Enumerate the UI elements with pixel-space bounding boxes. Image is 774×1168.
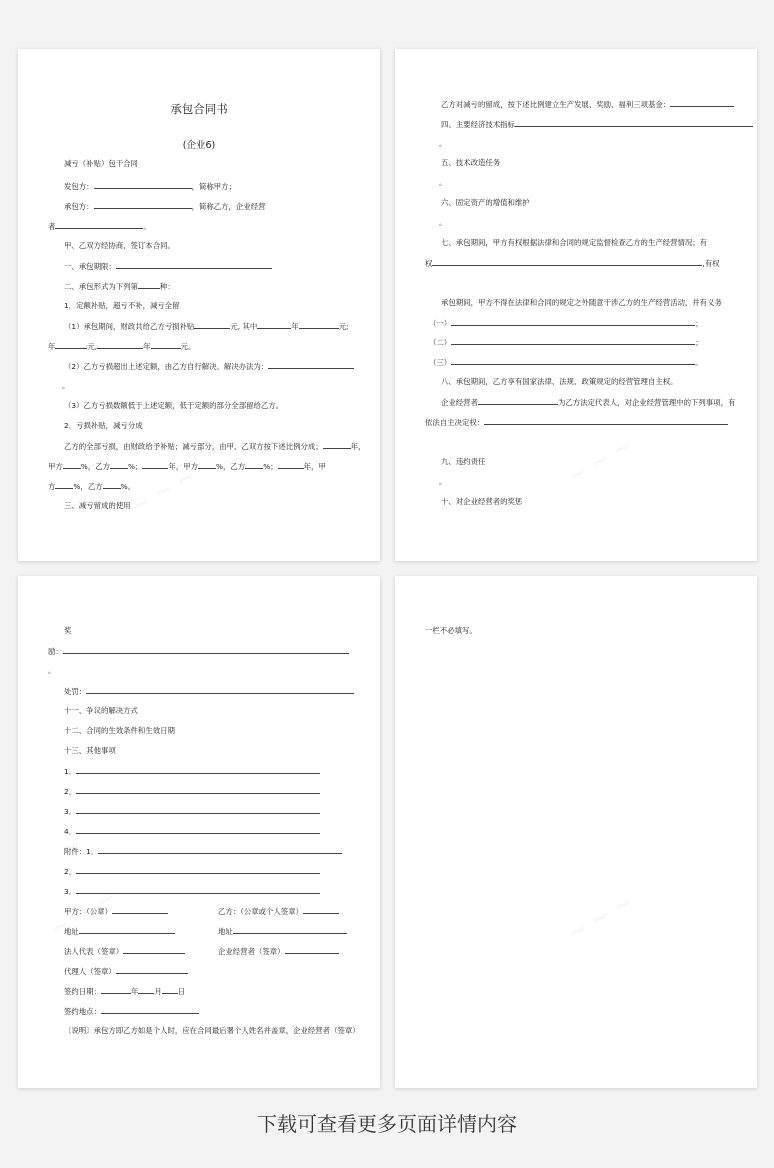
text-line: （一） ；	[429, 319, 703, 328]
text-line: （1）承包期间，财政共给乙方亏损补贴 元, 其中 年 元;	[64, 322, 349, 331]
text-line: 承包方： ，简称乙方，企业经营	[64, 202, 266, 211]
text-line: 六、固定资产的增值和维护	[441, 198, 530, 207]
text-line: 〔说明〕承包方即乙方如是个人时，应在合同最后署个人姓名并盖章，企业经营者（签章）	[64, 1026, 360, 1035]
text-line: 乙方的全部亏损，由财政给予补贴；减亏部分，由甲、乙双方按下述比例分成； 年，	[64, 442, 366, 451]
text-line: 七、承包期间，甲方有权根据法律和合同的规定监督检查乙方的生产经营情况；有	[441, 238, 708, 247]
text-line: 处罚：	[64, 686, 354, 697]
text-line: 奖	[64, 626, 72, 635]
text-line: 企业经营者 为乙方法定代表人，对企业经营管理中的下列事项，有	[441, 398, 736, 407]
text-line: 3．	[64, 806, 320, 817]
text-line: 八、承包期间，乙方享有国家法律、法规、政策规定的经营管理自主权。	[441, 377, 678, 386]
text-line: 签约日期： 年 月 日	[64, 987, 186, 996]
document-page-3	[18, 576, 380, 1088]
text-line: 3．	[64, 886, 320, 897]
text-line: 十、对企业经营者的奖惩	[441, 497, 523, 506]
text-line: 权 ,有权	[425, 259, 720, 268]
text-line: 2．	[64, 866, 320, 877]
watermark	[563, 433, 637, 490]
text-line: 甲方 %，乙方 %； 年，甲方 %，乙方 %； 年，甲	[48, 462, 326, 471]
text-line: 地址	[218, 926, 347, 937]
text-line: 依法自主决定权：	[425, 417, 728, 428]
text-line: 二、承包形式为下列第 种：	[64, 282, 175, 291]
text-line: 九、违约责任	[441, 457, 486, 466]
text-line: 。	[439, 139, 447, 148]
text-line: 地址	[64, 926, 175, 937]
text-line: （2）乙方亏损超出上述定额，由乙方自行解决。解决办法为：	[64, 361, 354, 372]
text-line: 甲方：（公章）	[64, 906, 168, 917]
text-line: 甲、乙双方经协商，签订本合同。	[64, 241, 175, 250]
text-line: 发包方： ，简称甲方；	[64, 182, 236, 191]
text-line: 方 %，乙方 %。	[48, 482, 136, 491]
text-line: 。	[439, 178, 447, 187]
text-line: 。	[48, 666, 56, 675]
text-line: 五、技术改造任务	[441, 158, 501, 167]
document-page-1	[18, 49, 380, 561]
text-line: 。	[439, 218, 447, 227]
text-line: 。	[439, 477, 447, 486]
text-line: 四、主要经济技术指标	[441, 119, 753, 130]
text-line: 法人代表（签章）	[64, 946, 185, 957]
text-line: 2．	[64, 786, 320, 797]
text-line: 减亏（补贴）包干合同	[64, 159, 138, 168]
text-line: 乙方：（公章或个人签章）	[218, 906, 339, 917]
text-line: （3）乙方亏损数额低于上述定额，低于定额的部分全部留给乙方。	[64, 401, 284, 410]
text-line: （三） 。	[429, 358, 703, 367]
text-line: 1．定额补贴，超亏不补，减亏全留	[64, 301, 180, 310]
text-line: 一栏不必填写。	[425, 626, 477, 635]
text-line: 2．亏损补贴，减亏分成	[64, 421, 143, 430]
document-title: 承包合同书	[170, 102, 228, 116]
text-line: 签约地点：	[64, 1006, 199, 1017]
text-line: 。	[62, 381, 70, 390]
text-line: 十一、争议的解决方式	[64, 706, 138, 715]
document-page-2	[395, 49, 757, 561]
text-line: 一、承包期限：	[64, 261, 272, 272]
text-line: 企业经营者（签章）	[218, 946, 339, 957]
text-line: 励：	[48, 646, 349, 657]
text-line: 代理人（签章）	[64, 966, 188, 977]
text-line: 三、减亏留成的使用	[64, 501, 131, 510]
text-line: 十二、合同的生效条件和生效日期	[64, 726, 175, 735]
text-line: 4．	[64, 826, 320, 837]
download-caption: 下载可查看更多页面详情内容	[257, 1112, 517, 1136]
text-line: 承包期间，甲方不得在法律和合同的规定之外随意干涉乙方的生产经营活动，并有义务	[441, 298, 722, 307]
text-line: 附件：1．	[64, 846, 342, 857]
text-line: 1．	[64, 766, 320, 777]
text-line: （二） ；	[429, 338, 703, 347]
document-subtitle: (企业6)	[182, 140, 216, 151]
text-line: 者 。	[48, 222, 151, 231]
document-page-4	[395, 576, 757, 1088]
text-line: 乙方对减亏的留成，按下述比例建立生产发展、奖励、福利三项基金：	[441, 99, 734, 110]
watermark	[563, 890, 637, 947]
text-line: 十三、其他事项	[64, 746, 116, 755]
text-line: 年 元, 年 元。	[48, 342, 196, 351]
